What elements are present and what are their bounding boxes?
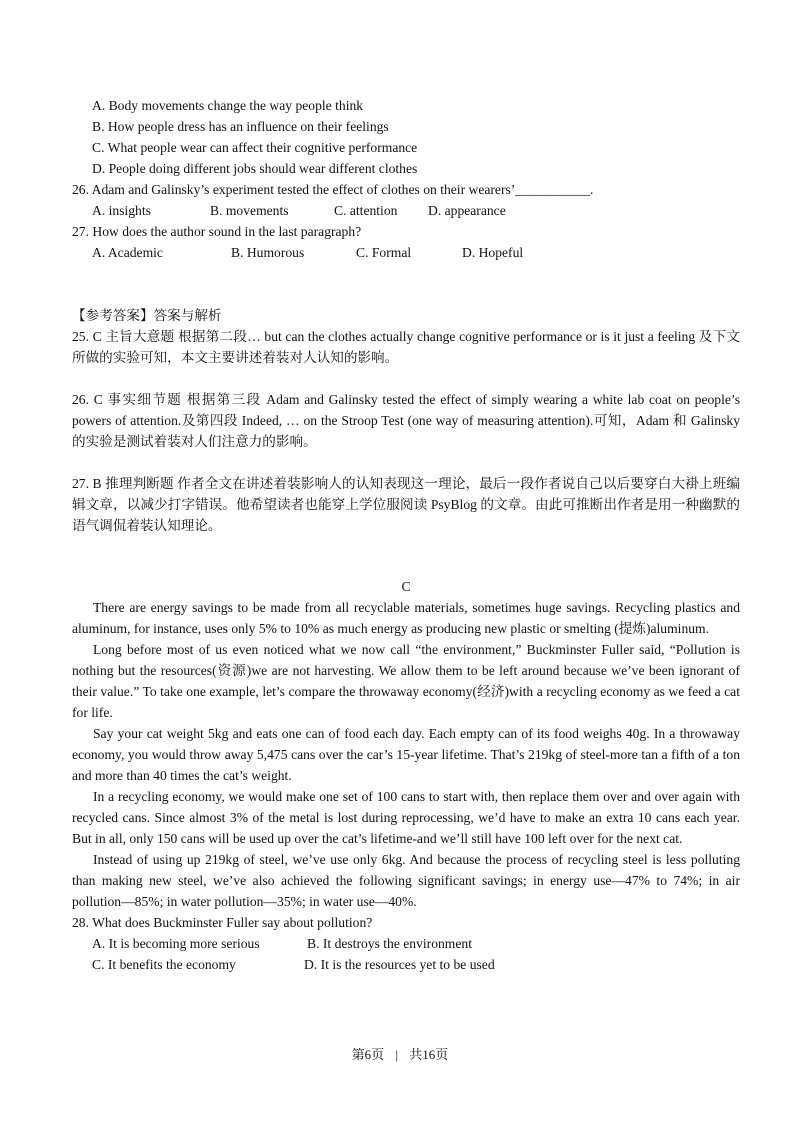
q27-option-a: A. Academic — [92, 245, 163, 260]
q27-option-c: C. Formal — [356, 245, 412, 260]
q26-option-c: C. attention — [334, 203, 398, 218]
q28-options-row-1 — [72, 933, 740, 954]
footer-separator: | — [395, 1047, 399, 1062]
passage-paragraph-1: There are energy savings to be made from all recyclable materials, sometimes huge savings. Recycling plastics and aluminum, for instance, uses only 5% to 10% as much energy as producing new plastic or smelting (提炼)aluminum. — [72, 600, 740, 636]
q25-option-c: C. What people wear can affect their cognitive performance — [92, 140, 418, 155]
q26-options — [72, 200, 740, 221]
q27-options — [72, 242, 740, 263]
q28-options-row-2 — [72, 954, 740, 975]
q28-option-a: A. It is becoming more serious — [92, 936, 260, 951]
q28-stem: 28. What does Buckminster Fuller say about pollution? — [72, 915, 373, 930]
q27-stem: 27. How does the author sound in the last paragraph? — [72, 224, 362, 239]
q25-option-a: A. Body movements change the way people think — [92, 98, 364, 113]
q27-option-b: B. Humorous — [231, 245, 305, 260]
q26-option-b: B. movements — [210, 203, 289, 218]
q28-option-b: B. It destroys the environment — [307, 936, 472, 951]
passage-paragraph-3: Say your cat weight 5kg and eats one can of food each day. Each empty can of its food weighs 40g. In a throwaway economy, you would throw away 5,475 cans over the car’s 15-year lifetime. That’s 219kg of steel-more tan a fifth of a ton and more than 40 times the cat’s weight. — [72, 726, 740, 783]
q25-option-b: B. How people dress has an influence on their feelings — [92, 119, 389, 134]
page-total: 共16页 — [409, 1047, 449, 1062]
answer-25-explanation: 25. C 主旨大意题 根据第二段… but can the clothes actually change cognitive performance or is it just a feeling 及下文所做的实验可知，本文主要讲述着装对人认知的影响。 — [72, 329, 740, 365]
answer-27-explanation: 27. B 推理判断题 作者全文在讲述着装影响人的认知表现这一理论，最后一段作者说自己以后要穿白大褂上班编辑文章，以减少打字错误。他希望读者也能穿上学位服阅读 PsyBlog 的文章。由此可推断出作者是用一种幽默的语气调侃着装认知理论。 — [72, 476, 740, 533]
q26-option-d: D. appearance — [428, 203, 506, 218]
passage-paragraph-5: Instead of using up 219kg of steel, we’ve use only 6kg. And because the process of recycling steel is less polluting than making new steel, we’ve also achieved the following significant savings; in energy use—47% to 74%; in air pollution—85%; in water pollution—35%; in water use—40%. — [72, 852, 740, 909]
passage-paragraph-2: Long before most of us even noticed what we now call “the environment,” Buckminster Fuller said, “Pollution is nothing but the resources(资源)we are not harvesting. We allow them to be left around because we’ve been ignorant of their value.” To take one example, let’s compare the throwaway economy(经济)with a recycling economy as we feed a cat for life. — [72, 642, 740, 720]
passage-paragraph-4: In a recycling economy, we would make one set of 100 cans to start with, then replace them over and over again with recycled cans. Since almost 3% of the metal is lost during reprocessing, we’d have to make an extra 10 cans each year. But in all, only 150 cans will be used up over the cat’s lifetime-and we’ll still have 100 left over for the next cat. — [72, 789, 740, 846]
q28-option-d: D. It is the resources yet to be used — [304, 957, 495, 972]
q26-stem: 26. Adam and Galinsky’s experiment tested the effect of clothes on their wearers’___________. — [72, 182, 594, 197]
document-page — [72, 95, 740, 975]
q25-option-d: D. People doing different jobs should wear different clothes — [92, 161, 418, 176]
answer-26-explanation: 26. C 事实细节题 根据第三段 Adam and Galinsky tested the effect of simply wearing a white lab coat on people’s powers of attention.及第四段 Indeed, … on the Stroop Test (one way of measuring attention).可知，Adam 和 Galinsky 的实验是测试着装对人们注意力的影响。 — [72, 392, 740, 449]
q27-option-d: D. Hopeful — [462, 245, 524, 260]
page-number: 第6页 — [351, 1047, 385, 1062]
page-footer — [0, 1044, 800, 1065]
passage-title: C — [401, 579, 411, 594]
q26-option-a: A. insights — [92, 203, 151, 218]
q28-option-c: C. It benefits the economy — [92, 957, 236, 972]
answers-heading: 【参考答案】答案与解析 — [72, 308, 222, 323]
